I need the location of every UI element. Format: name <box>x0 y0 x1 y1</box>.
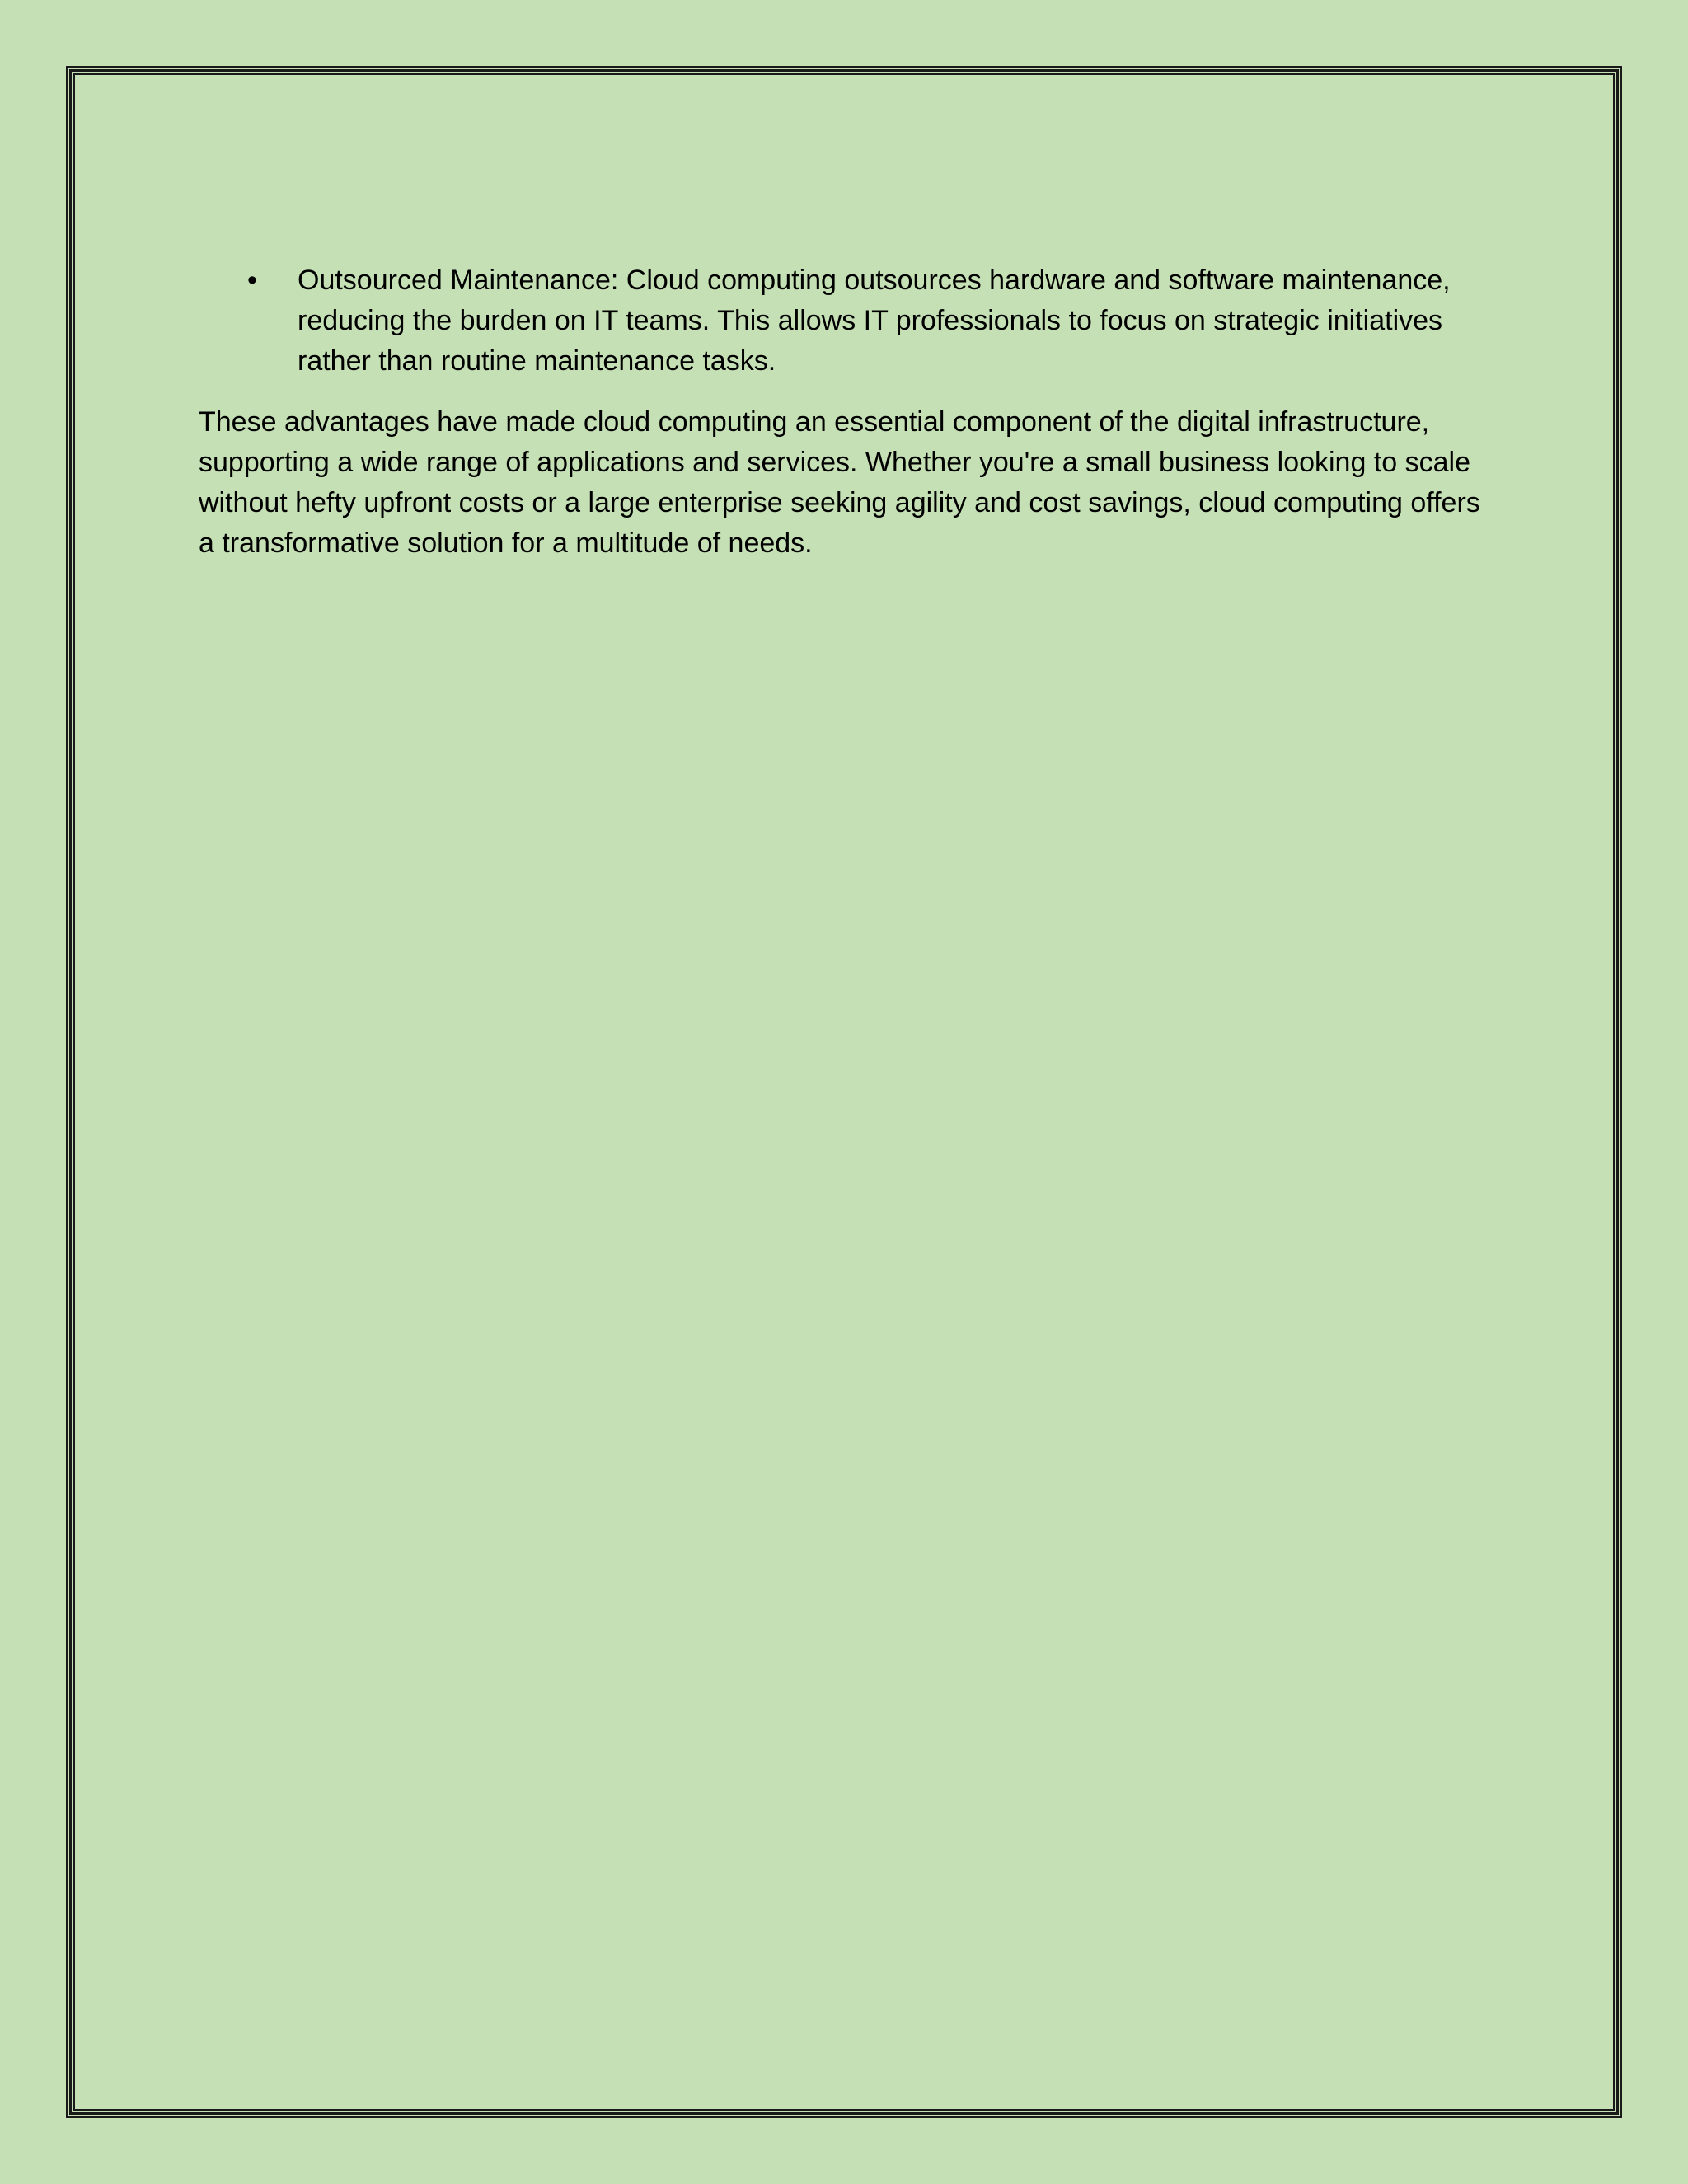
bullet-item-outsourced-maintenance <box>199 260 1509 382</box>
bullet-marker: • <box>247 265 257 296</box>
summary-paragraph: These advantages have made cloud computing an essential component of the digital infrastructure, supporting a wide range of applications and services. Whether you're a small business looking to scale without hefty upfront costs or a large enterprise seeking agility and cost savings, cloud computing offers a transformative solution for a multitude of needs. <box>199 406 1480 559</box>
document-body <box>199 260 1493 564</box>
bullet-list <box>199 260 1493 382</box>
bullet-text: Outsourced Maintenance: Cloud computing outsources hardware and software maintenance, reducing the burden on IT teams. This allows IT professionals to focus on strategic initiatives rather than routine maintenance tasks. <box>298 265 1451 377</box>
